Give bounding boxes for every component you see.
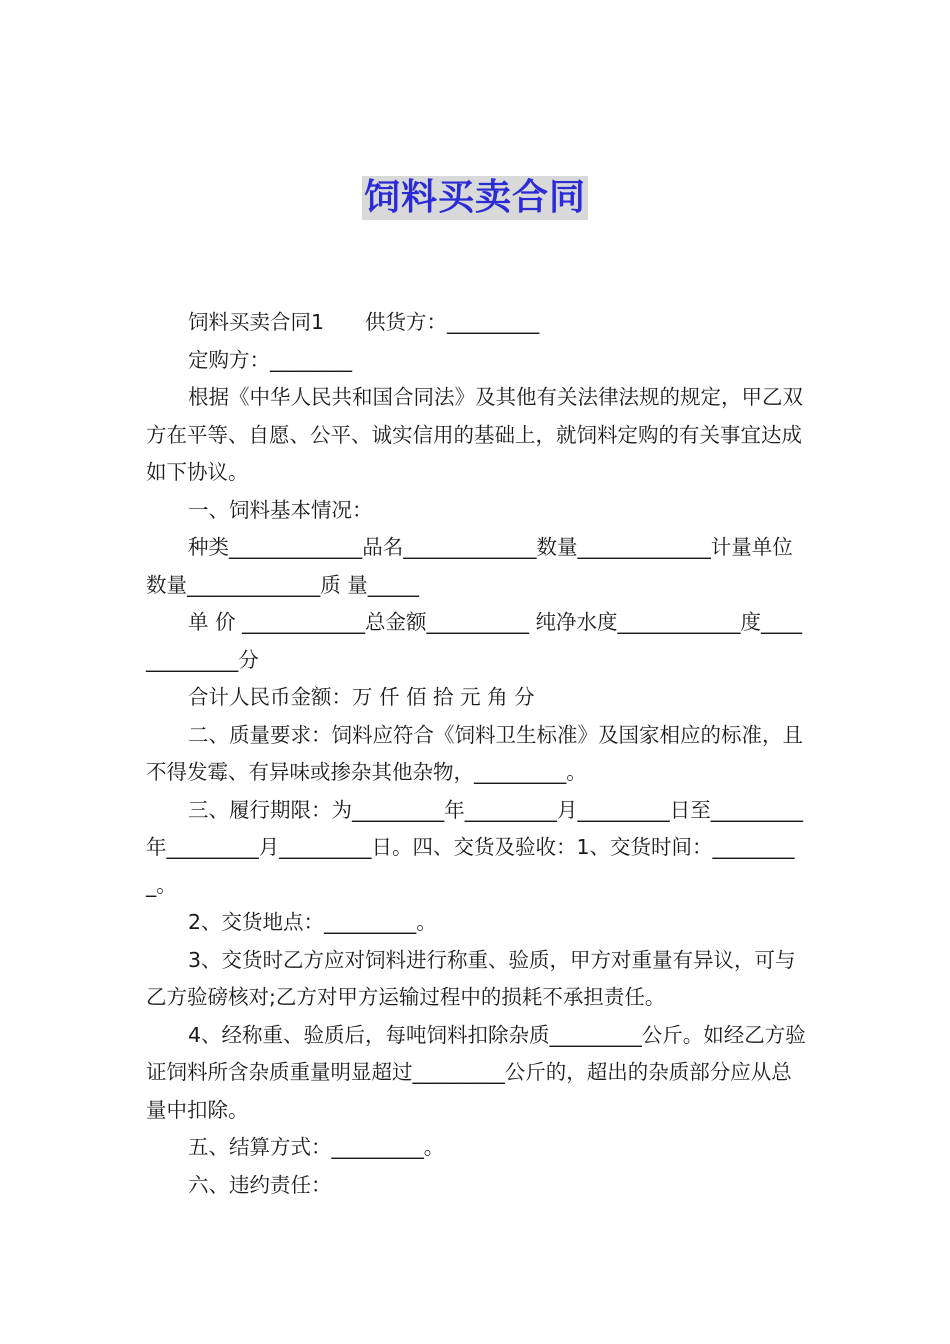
paragraph-total-amount: 合计人民币金额：万 仟 佰 拾 元 角 分 — [188, 685, 535, 709]
section-settlement-method: 五、结算方式：_________。 — [188, 1135, 445, 1159]
paragraph-price-fields: 单 价 ____________总金额__________ 纯净水度____________度_____________分 — [146, 610, 803, 672]
paragraph-delivery-location: 2、交货地点：_________。 — [188, 910, 437, 934]
paragraph-header: 饲料买卖合同1 供货方：_________ — [188, 310, 540, 334]
paragraph-preamble: 根据《中华人民共和国合同法》及其他有关法律法规的规定，甲乙双方在平等、自愿、公平、诚实信用的基础上，就饲料定购的有关事宜达成如下协议。 — [146, 385, 803, 484]
document-body — [146, 304, 810, 1204]
section-quality-requirements: 二、质量要求：饲料应符合《饲料卫生标准》及国家相应的标准，且不得发霉、有异味或掺杂其他杂物，_________。 — [146, 722, 803, 784]
paragraph-buyer: 定购方：________ — [188, 347, 352, 372]
paragraph-impurity-deduction: 4、经称重、验质后，每吨饲料扣除杂质_________公斤。如经乙方验证饲料所含杂质重量明显超过_________公斤的，超出的杂质部分应从总量中扣除。 — [146, 1022, 806, 1122]
paragraph-weighing: 3、交货时乙方应对饲料进行称重、验质，甲方对重量有异议，可与乙方验磅核对;乙方对甲方运输过程中的损耗不承担责任。 — [146, 947, 796, 1009]
section-heading-basic-info: 一、饲料基本情况： — [188, 497, 373, 522]
document-title: 饲料买卖合同 — [363, 177, 586, 218]
section-liability: 六、违约责任： — [188, 1172, 332, 1197]
paragraph-category-fields: 种类_____________品名_____________数量_____________计量单位数量_____________质 量_____ — [146, 535, 793, 597]
section-performance-period: 三、履行期限：为_________年_________月_________日至_________年_________月_________日。四、交货及验收：1、交货时间：_________。 — [146, 797, 803, 897]
title-container — [0, 176, 950, 220]
